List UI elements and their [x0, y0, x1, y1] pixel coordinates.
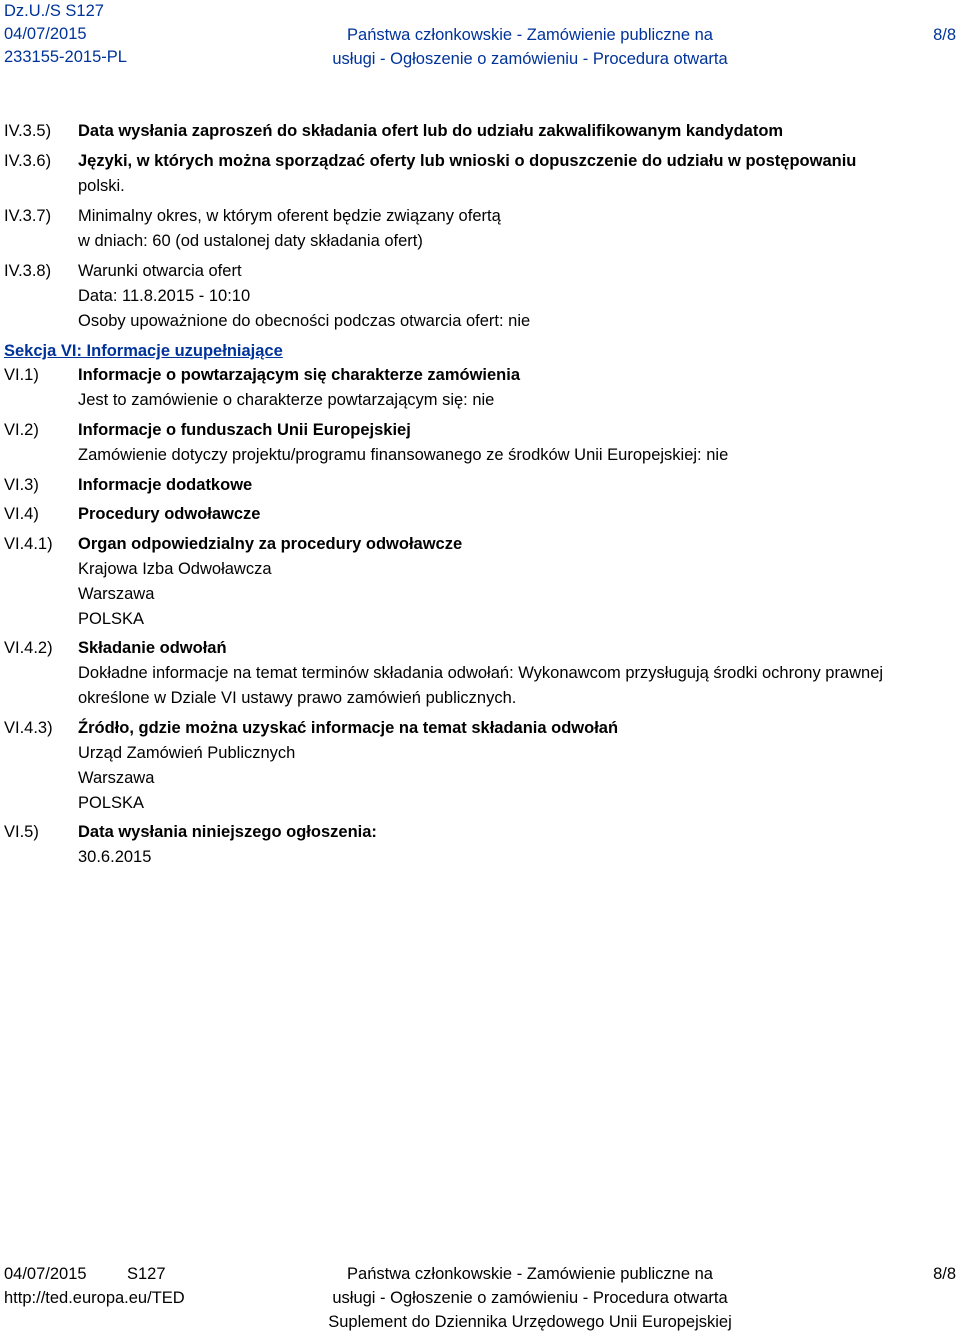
item-title: Informacje o powtarzającym się charakterze zamówienia	[78, 366, 521, 384]
item-title: Języki, w których można sporządzać oferty lub wnioski o dopuszczenie do udziału w postępowaniu	[78, 152, 857, 170]
item-line: 30.6.2015	[78, 848, 152, 866]
item-number: VI.4)	[4, 505, 39, 523]
item-number: VI.3)	[4, 476, 39, 494]
footer-title-line-1: Państwa członkowskie - Zamówienie publiczne na	[347, 1265, 713, 1283]
header-date: 04/07/2015	[4, 25, 87, 43]
item-number: VI.4.3)	[4, 719, 53, 737]
footer-page-number: 8/8	[933, 1265, 956, 1283]
item-number: IV.3.7)	[4, 207, 52, 225]
item-title: Warunki otwarcia ofert	[78, 262, 242, 280]
item-line: w dniach: 60 (od ustalonej daty składania ofert)	[78, 232, 423, 250]
item-body	[78, 149, 946, 199]
item-title: Informacje o funduszach Unii Europejskiej	[78, 421, 411, 439]
item-line: Warszawa	[78, 585, 155, 603]
item-paragraph: Dokładne informacje na temat terminów składania odwołań: Wykonawcom przysługują środki ochrony prawnej określone w Dziale VI ustawy prawo zamówień publicznych.	[78, 664, 884, 707]
item-body	[78, 259, 946, 334]
item-title: Organ odpowiedzialny za procedury odwoławcze	[78, 535, 463, 553]
item-line: Jest to zamówienie o charakterze powtarzającym się: nie	[78, 391, 495, 409]
header-journal-ref: Dz.U./S S127	[4, 2, 104, 20]
item-number: VI.5)	[4, 823, 39, 841]
header-title-line-1: Państwa członkowskie - Zamówienie publiczne na	[347, 26, 713, 44]
item-line: Warszawa	[78, 769, 155, 787]
item-line: POLSKA	[78, 610, 145, 628]
item-body	[78, 532, 946, 632]
item-title: Data wysłania zaproszeń do składania ofert lub do udziału zakwalifikowanym kandydatom	[78, 122, 784, 140]
item-number: VI.1)	[4, 366, 39, 384]
item-title: Informacje dodatkowe	[78, 476, 253, 494]
footer-title	[0, 1262, 960, 1334]
header-notice-id: 233155-2015-PL	[4, 48, 127, 66]
section-heading-vi: Sekcja VI: Informacje uzupełniające	[4, 342, 283, 360]
item-line: Urząd Zamówień Publicznych	[78, 744, 296, 762]
item-body	[78, 204, 946, 254]
item-line: Zamówienie dotyczy projektu/programu finansowanego ze środków Unii Europejskiej: nie	[78, 446, 729, 464]
header-title	[0, 23, 960, 71]
item-line: Data: 11.8.2015 - 10:10	[78, 287, 251, 305]
item-title: Data wysłania niniejszego ogłoszenia:	[78, 823, 377, 841]
page-header	[0, 0, 960, 70]
item-number: VI.4.2)	[4, 639, 53, 657]
item-number: VI.4.1)	[4, 535, 53, 553]
item-line: Krajowa Izba Odwoławcza	[78, 560, 272, 578]
item-line: POLSKA	[78, 794, 145, 812]
item-body	[78, 418, 946, 468]
item-title: Minimalny okres, w którym oferent będzie związany ofertą	[78, 207, 501, 225]
item-number: IV.3.6)	[4, 152, 52, 170]
item-line: polski.	[78, 177, 125, 195]
item-body	[78, 820, 946, 870]
item-title: Składanie odwołań	[78, 639, 227, 657]
item-body	[78, 636, 946, 711]
footer-series: S127	[127, 1265, 166, 1283]
header-page-number: 8/8	[933, 26, 956, 44]
page-footer	[0, 1262, 960, 1334]
footer-title-line-2: usługi - Ogłoszenie o zamówieniu - Procedura otwarta	[332, 1289, 728, 1307]
item-number: VI.2)	[4, 421, 39, 439]
item-body	[78, 716, 946, 816]
item-number: IV.3.5)	[4, 122, 52, 140]
item-line: Osoby upoważnione do obecności podczas otwarcia ofert: nie	[78, 312, 531, 330]
footer-url[interactable]: http://ted.europa.eu/TED	[4, 1289, 185, 1307]
item-number: IV.3.8)	[4, 262, 52, 280]
footer-date: 04/07/2015	[4, 1265, 87, 1283]
item-title: Procedury odwoławcze	[78, 505, 261, 523]
header-title-line-2: usługi - Ogłoszenie o zamówieniu - Procedura otwarta	[332, 50, 728, 68]
item-body	[78, 363, 946, 413]
item-title: Źródło, gdzie można uzyskać informacje na temat składania odwołań	[78, 719, 619, 737]
footer-title-line-3: Suplement do Dziennika Urzędowego Unii Europejskiej	[328, 1313, 732, 1331]
